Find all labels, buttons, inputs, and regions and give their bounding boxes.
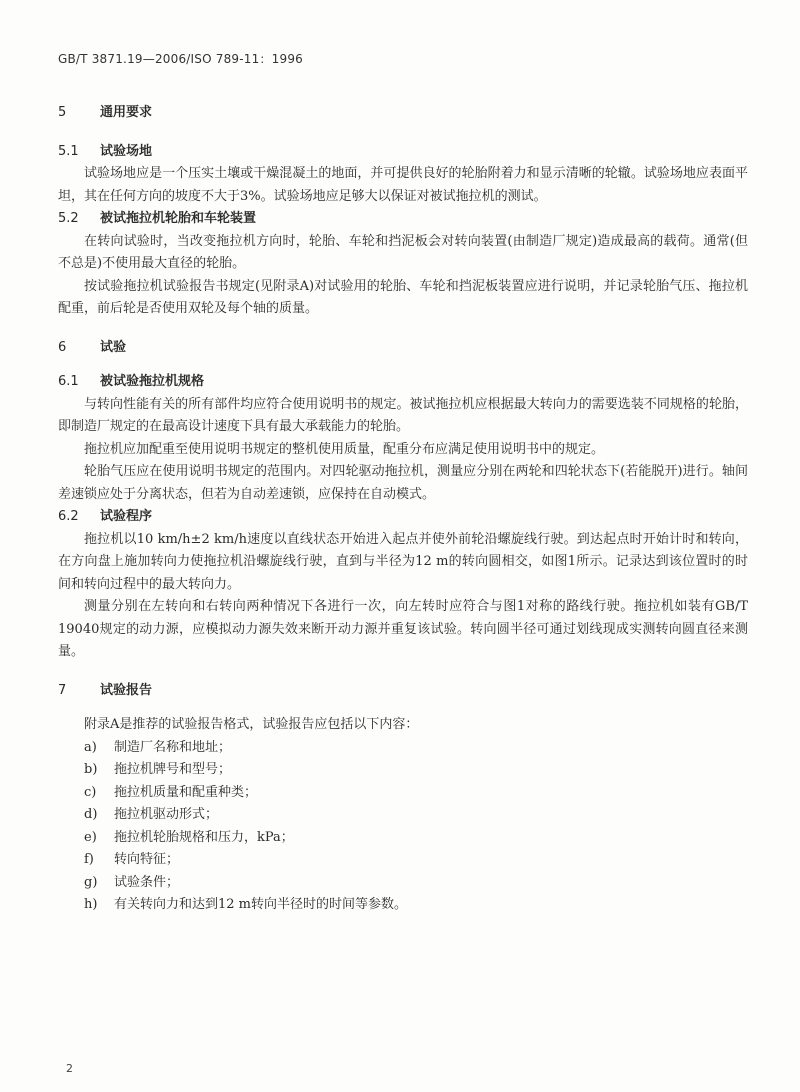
section-title: 通用要求 xyxy=(100,105,153,120)
item-marker: f) xyxy=(84,852,94,867)
item-text: 试验条件； xyxy=(114,874,180,890)
item-text: 拖拉机驱动形式； xyxy=(114,807,219,822)
section-5-2-heading xyxy=(58,208,748,231)
item-text: 转向特征； xyxy=(114,852,180,867)
section-6-1-heading xyxy=(58,371,748,394)
section-number: 6.1 xyxy=(58,374,79,389)
section-number: 5 xyxy=(58,105,67,120)
paragraph: 附录A是推荐的试验报告格式，试验报告应包括以下内容： xyxy=(84,717,419,732)
section-title: 被试拖拉机轮胎和车轮装置 xyxy=(100,211,257,226)
document-body xyxy=(58,102,748,917)
section-5-1-heading xyxy=(58,141,748,164)
paragraph: 轮胎气压应在使用说明书规定的范围内。对四轮驱动拖拉机，测量应分别在两轮和四轮状态下(若能脱开)进行。轴间差速锁应处于分离状态，但若为自动差速锁，应保持在自动模式。 xyxy=(58,464,748,502)
section-number: 7 xyxy=(58,682,67,698)
section-title: 被试验拖拉机规格 xyxy=(100,374,205,389)
item-text: 制造厂名称和地址； xyxy=(114,739,232,755)
paragraph: 测量分别在左转向和右转向两种情况下各进行一次，向左转时应符合与图1对称的路线行驶。拖拉机如装有GB/T 19040规定的动力源，应模拟动力源失效来断开动力源并重复该试验。转向圆半径可通过划线现成实测转向圆直径来测量。 xyxy=(58,599,748,659)
standard-header: GB/T 3871.19—2006/ISO 789-11：1996 xyxy=(58,52,303,66)
section-number: 5.1 xyxy=(58,143,79,159)
section-6-heading xyxy=(58,337,748,360)
section-title: 试验报告 xyxy=(100,682,153,698)
section-title: 试验程序 xyxy=(100,509,153,524)
list-item xyxy=(58,804,748,827)
section-6-2-heading xyxy=(58,506,748,529)
item-marker: g) xyxy=(84,874,98,890)
item-marker: b) xyxy=(84,762,98,777)
paragraph: 试验场地应是一个压实土壤或干燥混凝土的地面，并可提供良好的轮胎附着力和显示清晰的轮辙。试验场地应表面平坦，其在任何方向的坡度不大于3%。试验场地应足够大以保证对被试拖拉机的测试。 xyxy=(58,166,748,204)
section-title: 试验场地 xyxy=(100,143,153,159)
item-text: 拖拉机质量和配重种类； xyxy=(114,784,258,800)
report-items-list xyxy=(58,737,748,917)
section-5-heading xyxy=(58,102,748,125)
list-item xyxy=(58,827,748,850)
paragraph: 在转向试验时，当改变拖拉机方向时，轮胎、车轮和挡泥板会对转向装置(由制造厂规定)造成最高的载荷。通常(但不总是)不使用最大直径的轮胎。 xyxy=(58,233,748,271)
section-7-heading xyxy=(58,680,748,703)
list-item xyxy=(58,737,748,760)
paragraph: 拖拉机以10 km/h±2 km/h速度以直线状态开始进入起点并使外前轮沿螺旋线行驶。到达起点时开始计时和转向，在方向盘上施加转向力使拖拉机沿螺旋线行驶，直到与半径为12 m的转向圆相交，如图1所示。记录达到该位置时的时间和转向过程中的最大转向力。 xyxy=(58,531,748,592)
paragraph: 与转向性能有关的所有部件均应符合使用说明书的规定。被试拖拉机应根据最大转向力的需要选装不同规格的轮胎，即制造厂规定的在最高设计速度下具有最大承载能力的轮胎。 xyxy=(58,396,748,434)
section-number: 5.2 xyxy=(58,211,79,226)
section-number: 6.2 xyxy=(58,509,79,524)
item-marker: e) xyxy=(84,829,97,845)
item-marker: d) xyxy=(84,807,98,822)
list-item xyxy=(58,894,748,917)
item-text: 拖拉机轮胎规格和压力，kPa； xyxy=(114,829,294,845)
list-item xyxy=(58,872,748,895)
list-item xyxy=(58,849,748,872)
item-marker: h) xyxy=(84,897,98,912)
item-marker: c) xyxy=(84,784,97,800)
paragraph: 按试验拖拉机试验报告书规定(见附录A)对试验用的轮胎、车轮和挡泥板装置应进行说明，并记录轮胎气压、拖拉机配重，前后轮是否使用双轮及每个轴的质量。 xyxy=(58,278,748,316)
page-number: 2 xyxy=(66,1062,73,1075)
paragraph: 拖拉机应加配重至使用说明书规定的整机使用质量，配重分布应满足使用说明书中的规定。 xyxy=(84,441,605,457)
section-number: 6 xyxy=(58,339,67,355)
item-text: 拖拉机牌号和型号； xyxy=(114,762,232,777)
list-item xyxy=(58,782,748,805)
item-text: 有关转向力和达到12 m转向半径时的时间等参数。 xyxy=(114,897,408,912)
section-title: 试验 xyxy=(100,339,127,355)
item-marker: a) xyxy=(84,739,97,755)
list-item xyxy=(58,759,748,782)
